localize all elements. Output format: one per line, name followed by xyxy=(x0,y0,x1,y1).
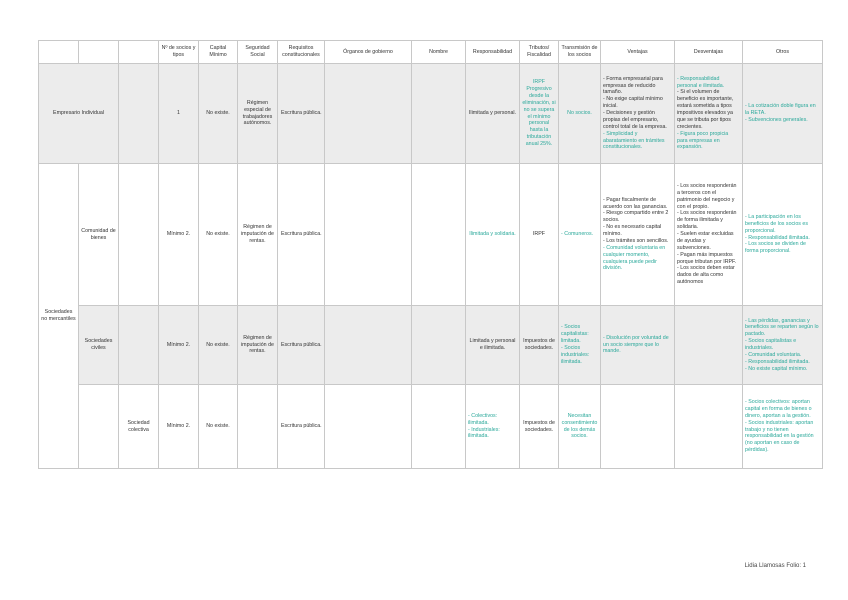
cell-ventajas xyxy=(601,385,675,469)
ventajas-list xyxy=(603,335,672,356)
list-item: - Figura poco propicia para empresas en expansión. xyxy=(677,131,740,152)
list-item: - Los socios responderán a terceros con el patrimonio del negocio y con el propio. xyxy=(677,183,740,211)
header-responsabilidad: Responsabilidad xyxy=(466,41,520,64)
row-comunidad xyxy=(39,164,823,306)
cell-nombre xyxy=(412,385,466,469)
cell-transmision xyxy=(559,164,601,306)
cell-tributos: Impuestos de sociedades. xyxy=(520,306,559,385)
cell-tributos: Impuestos de sociedades. xyxy=(520,385,559,469)
cell-otros xyxy=(743,385,823,469)
ventajas-list xyxy=(603,76,672,152)
row-label: Empresario Individual xyxy=(39,64,119,164)
otros-list xyxy=(745,214,820,255)
list-item: - Decisiones y gestión propias del empresario, control total de la empresa. xyxy=(603,110,672,131)
row-label: Sociedad colectiva xyxy=(119,385,159,469)
list-item: - Pagar fiscalmente de acuerdo con las ganancias. xyxy=(603,197,672,211)
list-item: - Comunidad voluntaria. xyxy=(745,352,820,359)
list-item: - No existe capital mínimo. xyxy=(745,366,820,373)
list-item: - Responsabilidad ilimitada. xyxy=(745,235,820,242)
cell-desventajas xyxy=(675,64,743,164)
header-otros: Otros xyxy=(743,41,823,64)
header-organos: Órganos de gobierno xyxy=(325,41,412,64)
list-item: - Riesgo compartido entre 2 socios. xyxy=(603,210,672,224)
list-item: - No es necesario capital mínimo. xyxy=(603,224,672,238)
list-item: - Comunidad voluntaria en cualquier momento, cualquiera puede pedir división. xyxy=(603,245,672,273)
comparison-table xyxy=(38,40,823,469)
cell-nombre xyxy=(412,64,466,164)
header-cell xyxy=(119,41,159,64)
header-socios: Nº de socios y tipos xyxy=(159,41,199,64)
cell-requisitos: Escritura pública. xyxy=(278,64,325,164)
cell-organos xyxy=(325,64,412,164)
cell-tributos: IRPF xyxy=(520,164,559,306)
list-item: - Los socios responderán de forma ilimitada y solidaria. xyxy=(677,210,740,231)
otros-list xyxy=(745,318,820,373)
list-item: - Socios capitalistas: limitada. xyxy=(561,324,598,345)
cell-transmision: No socios. xyxy=(559,64,601,164)
cell-seguridad: Régimen de imputación de rentas. xyxy=(238,306,278,385)
header-transmision: Transmisión de los socios xyxy=(559,41,601,64)
cell-otros xyxy=(743,164,823,306)
list-item: - Simplicidad y abaratamiento en trámites constitucionales. xyxy=(603,131,672,152)
list-item: - Responsabilidad personal e ilimitada. xyxy=(677,76,740,90)
cell-socios: Mínimo 2. xyxy=(159,164,199,306)
header-desventajas: Desventajas xyxy=(675,41,743,64)
cell-requisitos: Escritura pública. xyxy=(278,164,325,306)
cell-tributos: IRPF Progresivo desde la eliminación, si no se supera el mínimo personal hasta la tributación anual 25%. xyxy=(520,64,559,164)
empty-cell xyxy=(79,385,119,469)
cell-desventajas xyxy=(675,385,743,469)
cell-socios: Mínimo 2. xyxy=(159,306,199,385)
list-item: - Colectivos: ilimitada. xyxy=(468,413,517,427)
cell-capital: No existe. xyxy=(199,164,238,306)
list-item: - Los socios deben estar dados de alta como autónomos xyxy=(677,265,740,286)
cell-ventajas xyxy=(601,164,675,306)
cell-nombre xyxy=(412,306,466,385)
list-item: - La participación en los beneficios de los socios es proporcional. xyxy=(745,214,820,235)
cell-transmision xyxy=(559,306,601,385)
cell-seguridad xyxy=(238,385,278,469)
page-footer: Lidia Llamosas Folio: 1 xyxy=(744,563,806,569)
cell-responsabilidad xyxy=(466,385,520,469)
header-nombre: Nombre xyxy=(412,41,466,64)
header-row xyxy=(39,41,823,64)
list-item: - Socios capitalistas e industriales. xyxy=(745,338,820,352)
cell-organos xyxy=(325,306,412,385)
empty-cell xyxy=(119,164,159,306)
cell-responsabilidad: Ilimitada y solidaria. xyxy=(466,164,520,306)
empty-cell xyxy=(119,64,159,164)
list-item: - Socios colectivos: aportan capital en forma de bienes o dinero, aportan a la gestión. xyxy=(745,399,820,420)
otros-list xyxy=(745,399,820,454)
list-item: - La cotización doble figura en la RETA. xyxy=(745,103,820,117)
list-item: - Los socios se dividen de forma proporcional. xyxy=(745,241,820,255)
header-cell xyxy=(39,41,79,64)
transmision-item: - Comuneros. xyxy=(561,231,598,238)
list-item: - Disolución por voluntad de un socio siempre que lo mande. xyxy=(603,335,672,356)
list-item: - Las pérdidas, ganancias y beneficios se reparten según lo pactado. xyxy=(745,318,820,339)
desventajas-list xyxy=(677,183,740,286)
cell-responsabilidad: Ilimitada y personal. xyxy=(466,64,520,164)
otros-list xyxy=(745,103,820,124)
list-item: - Los trámites son sencillos. xyxy=(603,238,672,245)
row-civiles xyxy=(39,306,823,385)
cell-requisitos: Escritura pública. xyxy=(278,306,325,385)
desventajas-list xyxy=(677,76,740,152)
list-item: - Socios industriales: ilimitada. xyxy=(561,345,598,366)
group-label: Sociedades no mercantiles xyxy=(39,164,79,469)
list-item: - Si el volumen de beneficio es importante, estará sometida a tipos impositivos elevados ya que se tributa por tipos crecientes. xyxy=(677,89,740,130)
cell-seguridad: Régimen especial de trabajadores autónomos. xyxy=(238,64,278,164)
cell-nombre xyxy=(412,164,466,306)
list-item: - Pagan más impuestos porque tributan por IRPF. xyxy=(677,252,740,266)
cell-capital: No existe. xyxy=(199,306,238,385)
cell-capital: No existe. xyxy=(199,385,238,469)
header-capital: Capital Mínimo xyxy=(199,41,238,64)
cell-ventajas xyxy=(601,306,675,385)
cell-desventajas xyxy=(675,306,743,385)
cell-otros xyxy=(743,306,823,385)
list-item: - Industriales: ilimitada. xyxy=(468,427,517,441)
header-requisitos: Requisitos constitucionales xyxy=(278,41,325,64)
empty-cell xyxy=(119,306,159,385)
cell-organos xyxy=(325,164,412,306)
cell-socios: 1 xyxy=(159,64,199,164)
list-item: - Suelen estar excluidas de ayudas y subvenciones. xyxy=(677,231,740,252)
list-item: - Socios industriales: aportan trabajo y no tienen responsabilidad en la gestión (no aportan en caso de pérdidas). xyxy=(745,420,820,454)
list-item: - Responsabilidad ilimitada. xyxy=(745,359,820,366)
cell-ventajas xyxy=(601,64,675,164)
header-cell xyxy=(79,41,119,64)
cell-requisitos: Escritura pública. xyxy=(278,385,325,469)
cell-desventajas xyxy=(675,164,743,306)
header-tributos: Tributos/ Fiscalidad xyxy=(520,41,559,64)
responsabilidad-list xyxy=(468,413,517,441)
cell-organos xyxy=(325,385,412,469)
row-colectiva xyxy=(39,385,823,469)
transmision-list xyxy=(561,324,598,365)
header-ventajas: Ventajas xyxy=(601,41,675,64)
header-seguridad: Seguridad Social xyxy=(238,41,278,64)
cell-transmision: Necesitan consentimiento de los demás socios. xyxy=(559,385,601,469)
row-empresario xyxy=(39,64,823,164)
list-item: - Subvenciones generales. xyxy=(745,117,820,124)
cell-socios: Mínimo 2. xyxy=(159,385,199,469)
list-item: - No exige capital mínimo inicial. xyxy=(603,96,672,110)
row-label: Comunidad de bienes xyxy=(79,164,119,306)
cell-responsabilidad: Limitada y personal e ilimitada. xyxy=(466,306,520,385)
row-label: Sociedades civiles xyxy=(79,306,119,385)
cell-seguridad: Régimen de imputación de rentas. xyxy=(238,164,278,306)
ventajas-list xyxy=(603,197,672,273)
cell-otros xyxy=(743,64,823,164)
cell-capital: No existe. xyxy=(199,64,238,164)
list-item: - Forma empresarial para empresas de reducido tamaño. xyxy=(603,76,672,97)
